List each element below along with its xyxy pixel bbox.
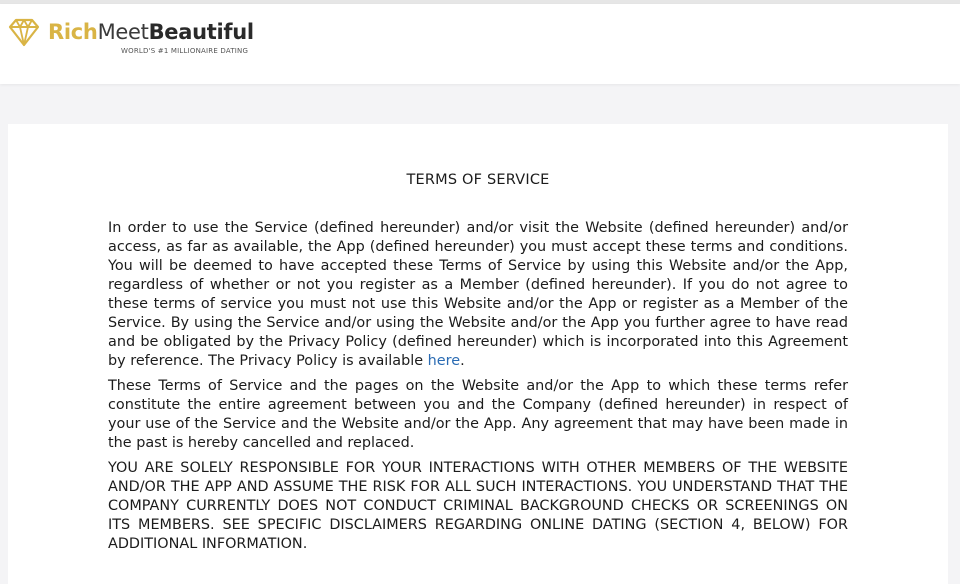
terms-paragraph-3: YOU ARE SOLELY RESPONSIBLE FOR YOUR INTERACTIONS WITH OTHER MEMBERS OF THE WEBSITE AND/OR THE APP AND ASSUME THE RISK FOR ALL SUCH INTERACTIONS. YOU UNDERSTAND THAT THE COMPANY CURRENTLY DOES NOT CONDUCT CRIMINAL BACKGROUND CHECKS OR SCREENINGS ON ITS MEMBERS. SEE SPECIFIC DISCLAIMERS REGARDING ONLINE DATING (SECTION 4, BELOW) FOR ADDITIONAL INFORMATION. — [108, 460, 848, 552]
terms-content-card — [8, 124, 948, 584]
diamond-icon — [8, 16, 40, 48]
logo-wordmark — [48, 18, 254, 46]
site-header — [0, 4, 960, 84]
terms-paragraph-2: These Terms of Service and the pages on the Website and/or the App to which these terms refer constitute the entire agreement between you and the Company (defined hereunder) in respect of your use of the Service and the Website and/or the App. Any agreement that may have been made in the past is hereby cancelled and replaced. — [108, 378, 848, 451]
paragraph-1-text: In order to use the Service (defined hereunder) and/or visit the Website (defined hereunder) and/or access, as far as available, the App (defined hereunder) you must accept these terms and conditions. You will be deemed to have accepted these Terms of Service by using this Website and/or the App, regardless of whether or not you register as a Member (defined hereunder). If you do not agree to these terms of service you must not use this Website and/or the App or register as a Member of the Service. By using the Service and/or using the Website and/or the App you further agree to have read and be obligated by the Privacy Policy (defined hereunder) which is incorporated into this Agreement by reference. The Privacy Policy is available — [108, 220, 848, 369]
terms-paragraph-1 — [108, 219, 848, 371]
logo-beautiful-text: Beautiful — [148, 20, 254, 44]
logo-tagline: WORLD'S #1 MILLIONAIRE DATING — [121, 47, 249, 55]
logo-meet-text: Meet — [97, 20, 149, 44]
terms-body — [108, 219, 848, 560]
logo-rich-text: Rich — [48, 20, 98, 44]
privacy-policy-link[interactable]: here — [427, 353, 461, 369]
paragraph-1-end: . — [460, 353, 465, 369]
page-title: TERMS OF SERVICE — [406, 172, 550, 188]
